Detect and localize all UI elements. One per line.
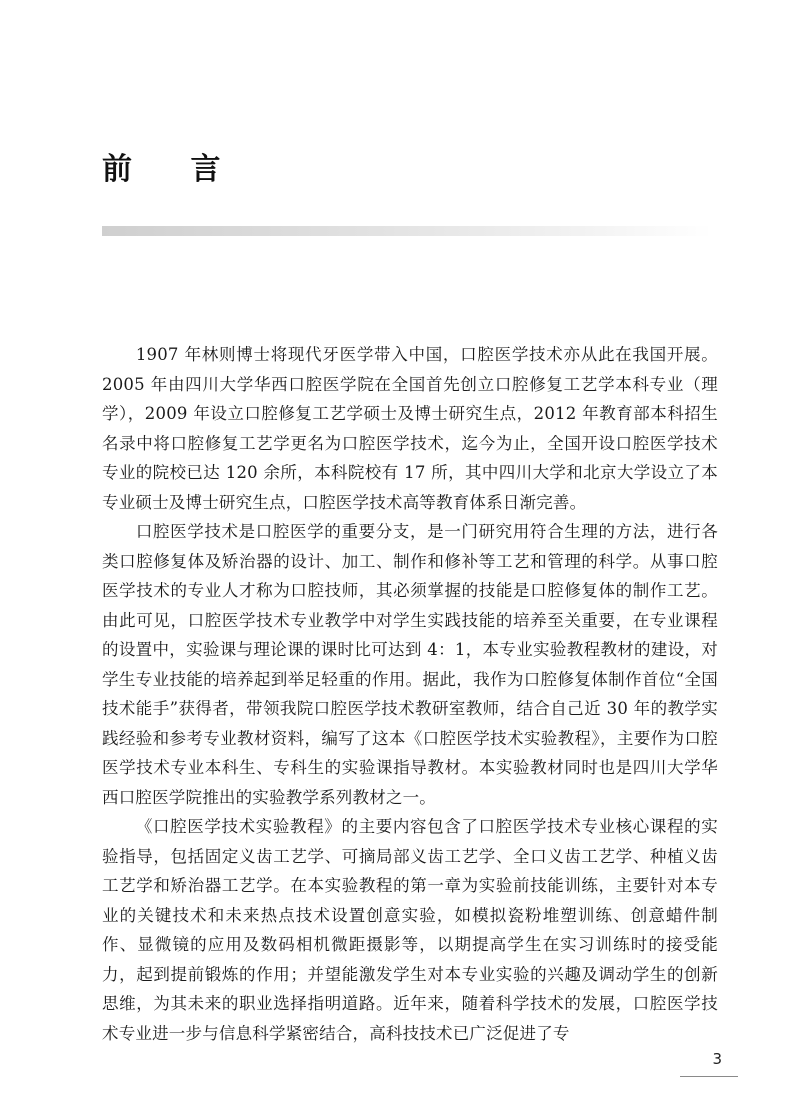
footer-rule — [680, 1076, 738, 1077]
paragraph: 口腔医学技术是口腔医学的重要分支，是一门研究用符合生理的方法，进行各类口腔修复体及矫治器的设计、加工、制作和修补等工艺和管理的科学。从事口腔医学技术的专业人才称为口腔技师，其必须掌握的技能是口腔修复体的制作工艺。由此可见，口腔医学技术专业教学中对学生实践技能的培养至关重要，在专业课程的设置中，实验课与理论课的课时比可达到 4：1，本专业实验教程教材的建设，对学生专业技能的培养起到举足轻重的作用。据此，我作为口腔修复体制作首位“全国技术能手”获得者，带领我院口腔医学技术教研室教师，结合自己近 30 年的教学实践经验和参考专业教材资料，编写了这本《口腔医学技术实验教程》，主要作为口腔医学技术专业本科生、专科生的实验课指导教材。本实验教材同时也是四川大学华西口腔医学院推出的实验教学系列教材之一。 — [102, 522, 718, 807]
body-text — [102, 340, 718, 1048]
page-number: 3 — [712, 1050, 722, 1068]
paragraph: 1907 年林则博士将现代牙医学带入中国，口腔医学技术亦从此在我国开展。2005 年由四川大学华西口腔医学院在全国首先创立口腔修复工艺学本科专业（理学），2009 年设立口腔修复工艺学硕士及博士研究生点，2012 年教育部本科招生名录中将口腔修复工艺学更名为口腔医学技术，迄今为止，全国开设口腔医学技术专业的院校已达 120 余所，本科院校有 17 所，其中四川大学和北京大学设立了本专业硕士及博士研究生点，口腔医学技术高等教育体系日渐完善。 — [102, 345, 718, 512]
page-title: 前 言 — [102, 152, 245, 187]
paragraph: 《口腔医学技术实验教程》的主要内容包含了口腔医学技术专业核心课程的实验指导，包括固定义齿工艺学、可摘局部义齿工艺学、全口义齿工艺学、种植义齿工艺学和矫治器工艺学。在本实验教程的第一章为实验前技能训练，主要针对本专业的关键技术和未来热点技术设置创意实验，如模拟瓷粉堆塑训练、创意蜡件制作、显微镜的应用及数码相机微距摄影等，以期提高学生在实习训练时的接受能力，起到提前锻炼的作用；并望能激发学生对本专业实验的兴趣及调动学生的创新思维，为其未来的职业选择指明道路。近年来，随着科学技术的发展，口腔医学技术专业进一步与信息科学紧密结合，高科技技术已广泛促进了专 — [102, 817, 718, 1043]
title-gradient-rule — [102, 226, 712, 236]
